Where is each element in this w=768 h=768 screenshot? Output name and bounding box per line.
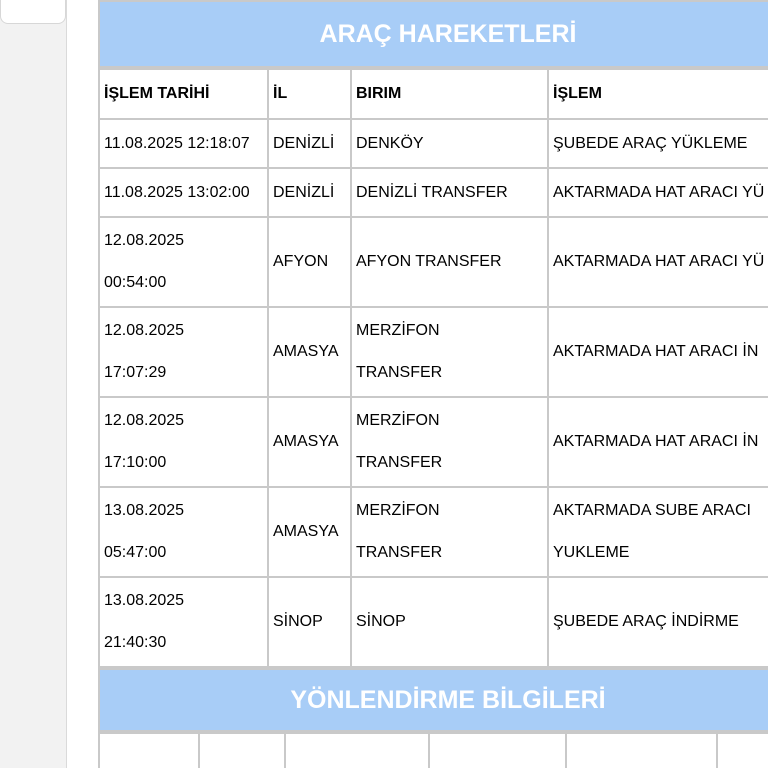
cell-il: AMASYA [268,487,351,577]
table-row [99,168,768,217]
column-header [429,733,566,768]
cell-date [99,577,268,667]
cell-date-day: 13.08.2025 [104,502,185,519]
left-panel-divider [66,0,67,768]
column-header [199,733,285,768]
left-side-panel [0,0,66,768]
cell-date-day: 12.08.2025 [104,412,185,429]
yonlendirme-bilgileri-table [98,732,768,768]
cell-date-time: 05:47:00 [104,544,167,561]
cell-birim-line2: TRANSFER [356,364,443,381]
cell-islem: AKTARMADA HAT ARACI İN [548,397,768,487]
arac-hareketleri-table [98,68,768,668]
column-header [99,733,199,768]
cell-il: AFYON [268,217,351,307]
cell-birim: AFYON TRANSFER [351,217,548,307]
cell-islem: ŞUBEDE ARAÇ YÜKLEME [548,119,768,168]
cell-islem [548,487,768,577]
column-header [566,733,717,768]
cell-birim: DENİZLİ TRANSFER [351,168,548,217]
cell-islem: AKTARMADA HAT ARACI YÜ [548,168,768,217]
cell-date-time: 00:54:00 [104,274,167,291]
cell-date: 11.08.2025 12:18:07 [99,119,268,168]
cell-date [99,307,268,397]
cell-islem: ŞUBEDE ARAÇ İNDİRME [548,577,768,667]
table-header-row [99,69,768,119]
cell-il: DENİZLİ [268,168,351,217]
cell-date-day: 12.08.2025 [104,232,185,249]
cell-birim-line1: MERZİFON [356,412,440,429]
content-area [98,0,768,768]
table-row [99,487,768,577]
cell-islem-line1: AKTARMADA SUBE ARACI [553,502,751,519]
cell-birim [351,397,548,487]
column-header [717,733,768,768]
cell-islem-line2: YUKLEME [553,544,630,561]
cell-islem: AKTARMADA HAT ARACI YÜ [548,217,768,307]
column-header [285,733,429,768]
column-header-islem: İŞLEM [548,69,768,119]
column-header-birim: BIRIM [351,69,548,119]
cell-date [99,397,268,487]
table-row [99,217,768,307]
cell-date-day: 13.08.2025 [104,592,185,609]
column-header-islem-tarihi: İŞLEM TARİHİ [99,69,268,119]
cell-il: AMASYA [268,307,351,397]
left-panel-frame [0,0,66,24]
cell-islem: AKTARMADA HAT ARACI İN [548,307,768,397]
cell-date-time: 17:07:29 [104,364,167,381]
cell-birim: DENKÖY [351,119,548,168]
table-header-row [99,733,768,768]
cell-il: AMASYA [268,397,351,487]
table-row [99,119,768,168]
table-row [99,577,768,667]
cell-birim-line1: MERZİFON [356,322,440,339]
yonlendirme-bilgileri-title: YÖNLENDİRME BİLGİLERİ [98,668,768,732]
column-header-il: İL [268,69,351,119]
cell-date [99,217,268,307]
cell-date: 11.08.2025 13:02:00 [99,168,268,217]
cell-date-time: 17:10:00 [104,454,167,471]
cell-il: DENİZLİ [268,119,351,168]
cell-date [99,487,268,577]
table-row [99,307,768,397]
cell-il: SİNOP [268,577,351,667]
cell-birim-line1: MERZİFON [356,502,440,519]
cell-date-day: 12.08.2025 [104,322,185,339]
cell-birim-line2: TRANSFER [356,454,443,471]
table-row [99,397,768,487]
cell-birim: SİNOP [351,577,548,667]
cell-birim-line2: TRANSFER [356,544,443,561]
cell-date-time: 21:40:30 [104,634,167,651]
arac-hareketleri-title: ARAÇ HAREKETLERİ [98,0,768,68]
cell-birim [351,487,548,577]
cell-birim [351,307,548,397]
